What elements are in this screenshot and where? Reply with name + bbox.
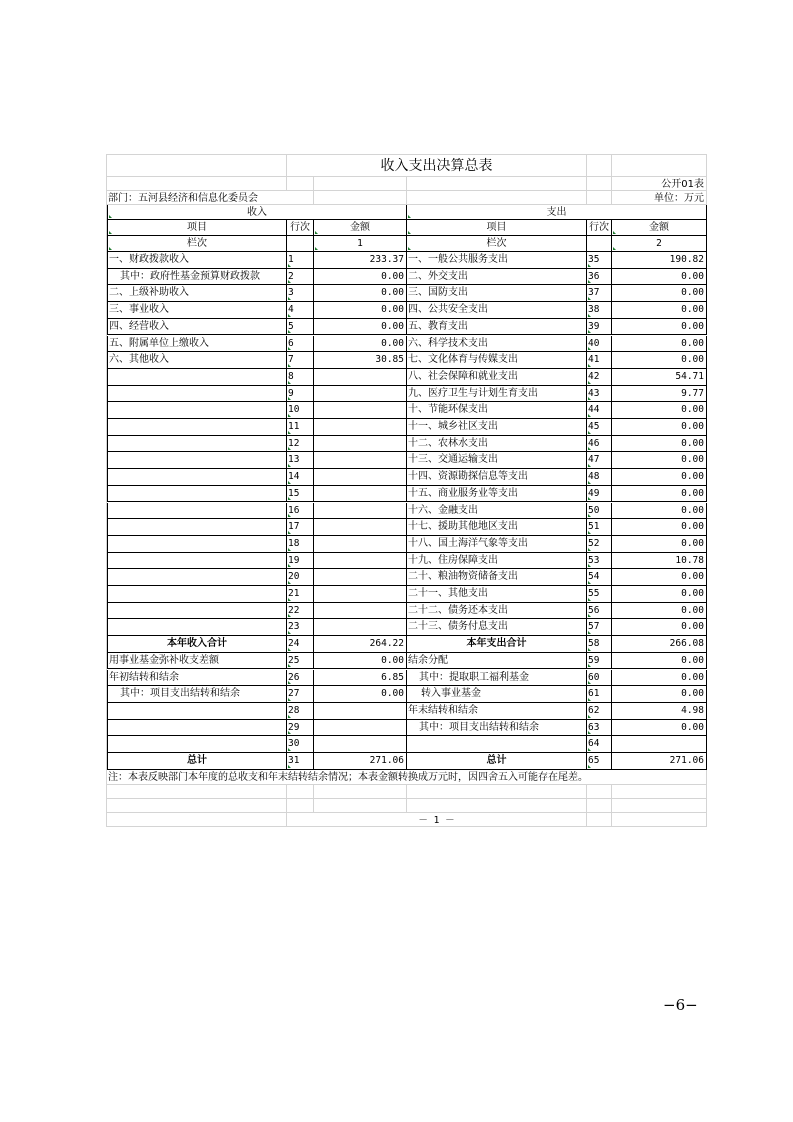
income-item — [107, 736, 287, 753]
table-row — [107, 269, 707, 286]
expense-amount: 0.00 — [612, 436, 707, 453]
expense-line: 35 — [587, 252, 612, 269]
expense-item: 六、科学技术支出 — [407, 336, 587, 353]
expense-amount-header: 金额 — [612, 220, 707, 236]
expense-amount: 0.00 — [612, 452, 707, 469]
expense-amount: 190.82 — [612, 252, 707, 269]
income-amount: 0.00 — [314, 302, 407, 319]
income-item — [107, 469, 287, 486]
income-line: 26 — [287, 670, 314, 687]
expense-item: 十七、援助其他地区支出 — [407, 519, 587, 536]
income-amount — [314, 569, 407, 586]
expense-amount: 0.00 — [612, 503, 707, 520]
expense-amount: 0.00 — [612, 319, 707, 336]
table-row — [107, 285, 707, 302]
income-item — [107, 703, 287, 720]
expense-item: 其中：项目支出结转和结余 — [407, 720, 587, 737]
income-item: 用事业基金弥补收支差额 — [107, 653, 287, 670]
income-line: 22 — [287, 603, 314, 620]
expense-section-header: 支出 — [407, 205, 707, 220]
income-line: 2 — [287, 269, 314, 286]
income-item — [107, 720, 287, 737]
table-row — [107, 336, 707, 353]
table-row — [107, 736, 707, 753]
table-row — [107, 369, 707, 386]
expense-line: 46 — [587, 436, 612, 453]
income-line: 11 — [287, 419, 314, 436]
income-amount: 30.85 — [314, 352, 407, 369]
grid-cell — [587, 813, 612, 827]
income-line: 18 — [287, 536, 314, 553]
income-line: 9 — [287, 386, 314, 403]
grid-cell — [612, 813, 707, 827]
expense-line: 36 — [587, 269, 612, 286]
table-row — [107, 486, 707, 503]
expense-item: 十九、住房保障支出 — [407, 553, 587, 570]
grid-cell — [587, 177, 612, 191]
income-item — [107, 419, 287, 436]
income-item: 六、其他收入 — [107, 352, 287, 369]
grid-cell — [407, 177, 587, 191]
expense-amount: 0.00 — [612, 419, 707, 436]
expense-line: 41 — [587, 352, 612, 369]
expense-line: 57 — [587, 619, 612, 636]
income-item: 二、上级补助收入 — [107, 285, 287, 302]
income-amount — [314, 586, 407, 603]
expense-item: 其中：提取职工福利基金 — [407, 670, 587, 687]
table-row — [107, 469, 707, 486]
expense-line: 60 — [587, 670, 612, 687]
expense-amount: 0.00 — [612, 486, 707, 503]
sheet-page-number: － 1 － — [287, 813, 587, 827]
grid-cell — [587, 236, 612, 252]
income-amount: 0.00 — [314, 319, 407, 336]
expense-line: 44 — [587, 402, 612, 419]
expense-line: 54 — [587, 569, 612, 586]
grid-cell — [612, 155, 707, 177]
expense-amount — [612, 736, 707, 753]
grid-cell — [587, 191, 612, 205]
expense-item: 十、节能环保支出 — [407, 402, 587, 419]
form-code: 公开01表 — [612, 177, 707, 191]
income-item — [107, 553, 287, 570]
income-amount — [314, 419, 407, 436]
table-row — [107, 302, 707, 319]
income-item — [107, 603, 287, 620]
sheet-title: 收入支出决算总表 — [287, 155, 587, 177]
income-item — [107, 619, 287, 636]
expense-amount: 0.00 — [612, 302, 707, 319]
income-line: 20 — [287, 569, 314, 586]
expense-line: 45 — [587, 419, 612, 436]
expense-item: 转入事业基金 — [407, 686, 587, 703]
income-item — [107, 586, 287, 603]
expense-amount: 0.00 — [612, 720, 707, 737]
table-row — [107, 653, 707, 670]
expense-amount: 0.00 — [612, 586, 707, 603]
expense-amount: 266.08 — [612, 636, 707, 653]
income-item: 总计 — [107, 753, 287, 770]
income-amount — [314, 519, 407, 536]
unit: 单位：万元 — [612, 191, 707, 205]
table-row — [107, 636, 707, 653]
expense-item: 本年支出合计 — [407, 636, 587, 653]
income-amount-header: 金额 — [314, 220, 407, 236]
expense-column-label: 栏次 — [407, 236, 587, 252]
grid-cell — [612, 785, 707, 799]
grid-cell — [287, 236, 314, 252]
grid-cell — [107, 813, 287, 827]
income-amount — [314, 720, 407, 737]
grid-cell — [587, 799, 612, 813]
expense-line: 37 — [587, 285, 612, 302]
expense-line: 39 — [587, 319, 612, 336]
income-amount — [314, 619, 407, 636]
income-line: 12 — [287, 436, 314, 453]
income-item: 本年收入合计 — [107, 636, 287, 653]
grid-cell — [612, 799, 707, 813]
grid-cell — [287, 177, 314, 191]
expense-line: 64 — [587, 736, 612, 753]
table-row — [107, 519, 707, 536]
expense-amount: 0.00 — [612, 536, 707, 553]
expense-amount: 54.71 — [612, 369, 707, 386]
grid-cell — [314, 799, 407, 813]
income-line: 13 — [287, 452, 314, 469]
income-line: 15 — [287, 486, 314, 503]
expense-item: 二十一、其他支出 — [407, 586, 587, 603]
income-amount: 0.00 — [314, 285, 407, 302]
expense-amount: 0.00 — [612, 402, 707, 419]
expense-item: 结余分配 — [407, 653, 587, 670]
income-item — [107, 536, 287, 553]
income-line: 14 — [287, 469, 314, 486]
expense-item: 二十二、债务还本支出 — [407, 603, 587, 620]
expense-amount: 0.00 — [612, 686, 707, 703]
income-line: 3 — [287, 285, 314, 302]
expense-line-header: 行次 — [587, 220, 612, 236]
expense-item: 十五、商业服务业等支出 — [407, 486, 587, 503]
income-column-index: 1 — [314, 236, 407, 252]
income-amount: 233.37 — [314, 252, 407, 269]
expense-line: 59 — [587, 653, 612, 670]
income-item — [107, 402, 287, 419]
sheet-page-row — [107, 813, 707, 827]
expense-line: 38 — [587, 302, 612, 319]
income-amount: 264.22 — [314, 636, 407, 653]
table-row — [107, 452, 707, 469]
expense-line: 50 — [587, 503, 612, 520]
income-amount — [314, 703, 407, 720]
income-amount: 271.06 — [314, 753, 407, 770]
grid-cell — [107, 177, 287, 191]
income-line: 17 — [287, 519, 314, 536]
grid-cell — [407, 799, 587, 813]
grid-cell — [287, 785, 314, 799]
budget-sheet — [106, 154, 707, 827]
section-row — [107, 205, 707, 220]
expense-item — [407, 736, 587, 753]
expense-item: 五、教育支出 — [407, 319, 587, 336]
income-line: 30 — [287, 736, 314, 753]
income-line: 25 — [287, 653, 314, 670]
table-row — [107, 586, 707, 603]
expense-amount: 0.00 — [612, 603, 707, 620]
income-amount — [314, 402, 407, 419]
grid-cell — [407, 191, 587, 205]
department: 部门：五河县经济和信息化委员会 — [107, 191, 314, 205]
income-item: 五、附属单位上缴收入 — [107, 336, 287, 353]
blank-row — [107, 799, 707, 813]
income-amount — [314, 603, 407, 620]
blank-row — [107, 785, 707, 799]
expense-item: 九、医疗卫生与计划生育支出 — [407, 386, 587, 403]
expense-line: 61 — [587, 686, 612, 703]
income-column-label: 栏次 — [107, 236, 287, 252]
income-item: 其中：政府性基金预算财政拨款 — [107, 269, 287, 286]
income-line-header: 行次 — [287, 220, 314, 236]
income-item-header: 项目 — [107, 220, 287, 236]
income-line: 19 — [287, 553, 314, 570]
grid-cell — [314, 177, 407, 191]
income-line: 7 — [287, 352, 314, 369]
income-line: 29 — [287, 720, 314, 737]
income-item: 年初结转和结余 — [107, 670, 287, 687]
expense-amount: 9.77 — [612, 386, 707, 403]
income-line: 28 — [287, 703, 314, 720]
expense-amount: 0.00 — [612, 519, 707, 536]
expense-amount: 0.00 — [612, 469, 707, 486]
expense-line: 53 — [587, 553, 612, 570]
income-item — [107, 486, 287, 503]
income-amount: 0.00 — [314, 686, 407, 703]
income-amount — [314, 553, 407, 570]
income-line: 6 — [287, 336, 314, 353]
expense-amount: 0.00 — [612, 619, 707, 636]
income-section-header: 收入 — [107, 205, 407, 220]
expense-item: 十三、交通运输支出 — [407, 452, 587, 469]
income-amount: 0.00 — [314, 336, 407, 353]
income-line: 27 — [287, 686, 314, 703]
table-row — [107, 252, 707, 269]
expense-item: 年末结转和结余 — [407, 703, 587, 720]
expense-amount: 0.00 — [612, 269, 707, 286]
table-row — [107, 319, 707, 336]
department-row — [107, 191, 707, 205]
table-row — [107, 753, 707, 770]
income-item: 四、经营收入 — [107, 319, 287, 336]
expense-line: 48 — [587, 469, 612, 486]
income-amount — [314, 386, 407, 403]
table-row — [107, 670, 707, 687]
expense-amount: 0.00 — [612, 336, 707, 353]
income-line: 16 — [287, 503, 314, 520]
income-line: 31 — [287, 753, 314, 770]
income-item — [107, 386, 287, 403]
income-amount: 6.85 — [314, 670, 407, 687]
expense-line: 63 — [587, 720, 612, 737]
income-item — [107, 569, 287, 586]
expense-item: 十一、城乡社区支出 — [407, 419, 587, 436]
table-row — [107, 553, 707, 570]
income-amount: 0.00 — [314, 653, 407, 670]
expense-amount: 0.00 — [612, 569, 707, 586]
income-line: 8 — [287, 369, 314, 386]
expense-item: 二、外交支出 — [407, 269, 587, 286]
expense-amount: 4.98 — [612, 703, 707, 720]
expense-line: 43 — [587, 386, 612, 403]
expense-item: 十六、金融支出 — [407, 503, 587, 520]
form-code-row — [107, 177, 707, 191]
expense-amount: 271.06 — [612, 753, 707, 770]
note-row — [107, 770, 707, 785]
expense-item: 二十、粮油物资储备支出 — [407, 569, 587, 586]
expense-line: 55 — [587, 586, 612, 603]
expense-column-index: 2 — [612, 236, 707, 252]
income-item — [107, 519, 287, 536]
income-amount — [314, 369, 407, 386]
income-amount — [314, 503, 407, 520]
table-row — [107, 603, 707, 620]
expense-line: 49 — [587, 486, 612, 503]
grid-cell — [314, 191, 407, 205]
grid-cell — [107, 155, 287, 177]
table-row — [107, 386, 707, 403]
expense-item: 二十三、债务付息支出 — [407, 619, 587, 636]
income-item — [107, 503, 287, 520]
income-item: 其中：项目支出结转和结余 — [107, 686, 287, 703]
expense-line: 47 — [587, 452, 612, 469]
expense-item-header: 项目 — [407, 220, 587, 236]
income-line: 4 — [287, 302, 314, 319]
expense-item: 四、公共安全支出 — [407, 302, 587, 319]
expense-item: 一、一般公共服务支出 — [407, 252, 587, 269]
table-row — [107, 503, 707, 520]
income-item — [107, 452, 287, 469]
table-row — [107, 686, 707, 703]
grid-cell — [107, 785, 287, 799]
expense-item: 十八、国土海洋气象等支出 — [407, 536, 587, 553]
income-item: 三、事业收入 — [107, 302, 287, 319]
table-row — [107, 419, 707, 436]
grid-cell — [587, 785, 612, 799]
table-row — [107, 569, 707, 586]
income-line: 23 — [287, 619, 314, 636]
income-line: 24 — [287, 636, 314, 653]
expense-amount: 0.00 — [612, 352, 707, 369]
expense-line: 51 — [587, 519, 612, 536]
table-row — [107, 619, 707, 636]
title-row — [107, 155, 707, 177]
income-line: 5 — [287, 319, 314, 336]
table-row — [107, 402, 707, 419]
grid-cell — [107, 799, 287, 813]
income-amount — [314, 736, 407, 753]
income-item: 一、财政拨款收入 — [107, 252, 287, 269]
expense-line: 42 — [587, 369, 612, 386]
page-number: −6− — [663, 996, 698, 1014]
grid-cell — [407, 785, 587, 799]
income-item — [107, 436, 287, 453]
expense-amount: 0.00 — [612, 285, 707, 302]
income-amount — [314, 469, 407, 486]
income-amount — [314, 452, 407, 469]
expense-item: 八、社会保障和就业支出 — [407, 369, 587, 386]
expense-amount: 10.78 — [612, 553, 707, 570]
expense-item: 三、国防支出 — [407, 285, 587, 302]
expense-item: 总计 — [407, 753, 587, 770]
expense-line: 56 — [587, 603, 612, 620]
table-note: 注：本表反映部门本年度的总收支和年末结转结余情况；本表金额转换成万元时，因四舍五入可能存在尾差。 — [107, 770, 707, 785]
table-row — [107, 536, 707, 553]
table-row — [107, 703, 707, 720]
income-item — [107, 369, 287, 386]
grid-cell — [587, 155, 612, 177]
column-header-row — [107, 220, 707, 236]
table-row — [107, 436, 707, 453]
expense-line: 40 — [587, 336, 612, 353]
column-index-row — [107, 236, 707, 252]
expense-item: 十四、资源勘探信息等支出 — [407, 469, 587, 486]
expense-item: 十二、农林水支出 — [407, 436, 587, 453]
expense-amount: 0.00 — [612, 670, 707, 687]
expense-line: 58 — [587, 636, 612, 653]
income-line: 1 — [287, 252, 314, 269]
grid-cell — [287, 799, 314, 813]
income-amount — [314, 436, 407, 453]
grid-cell — [314, 785, 407, 799]
expense-line: 65 — [587, 753, 612, 770]
table-row — [107, 352, 707, 369]
income-line: 10 — [287, 402, 314, 419]
income-amount — [314, 486, 407, 503]
income-amount — [314, 536, 407, 553]
expense-line: 62 — [587, 703, 612, 720]
expense-line: 52 — [587, 536, 612, 553]
table-row — [107, 720, 707, 737]
expense-amount: 0.00 — [612, 653, 707, 670]
expense-item: 七、文化体育与传媒支出 — [407, 352, 587, 369]
income-amount: 0.00 — [314, 269, 407, 286]
income-line: 21 — [287, 586, 314, 603]
